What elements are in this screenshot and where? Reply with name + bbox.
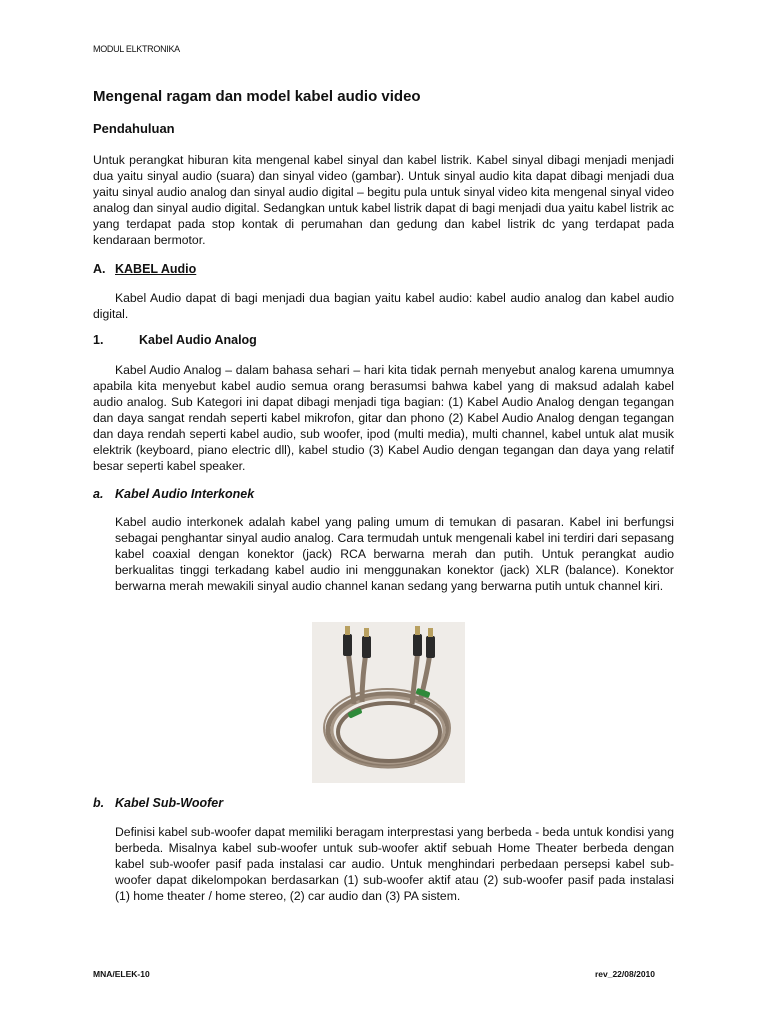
section-a-letter: A. bbox=[93, 262, 106, 276]
subsection-b-title: Kabel Sub-Woofer bbox=[115, 796, 224, 810]
section-a-heading bbox=[93, 262, 196, 276]
footer-code: MNA/ELEK-10 bbox=[93, 969, 150, 979]
document-title: Mengenal ragam dan model kabel audio video bbox=[93, 88, 421, 105]
intro-heading: Pendahuluan bbox=[93, 121, 175, 136]
section-a-paragraph: Kabel Audio dapat di bagi menjadi dua bagian yaitu kabel audio: kabel audio analog dan kabel audio digital. bbox=[93, 291, 674, 321]
subsection-b-heading bbox=[93, 796, 223, 810]
subsection-b-letter: b. bbox=[93, 796, 105, 810]
rca-cable-photo bbox=[312, 622, 465, 783]
section-1-paragraph: Kabel Audio Analog – dalam bahasa sehari – hari kita tidak pernah menyebut analog karena umumnya apabila kita menyebut kabel audio semua orang berasumsi bahwa kabel yang di maksud adalah kabel audio analog. Sub Kategori ini dapat dibagi menjadi tiga bagian: (1) Kabel Audio Analog dengan tegangan dan daya sangat rendah seperti kabel mikrofon, gitar dan phono (2) Kabel Audio Analog dengan tegangan dan daya rendah seperti kabel audio, sub woofer, ipod (multi media), multi channel, kabel untuk alat musik elektrik (keyboard, piano electric dll), kabel studio (3) Kabel Audio dengan tegangan dan daya yang relatif besar seperti kabel speaker. bbox=[93, 363, 674, 473]
subsection-a-heading bbox=[93, 487, 254, 501]
section-a-title: KABEL Audio bbox=[115, 262, 197, 276]
rca-cable-icon bbox=[312, 622, 465, 783]
section-1-title: Kabel Audio Analog bbox=[139, 333, 257, 347]
footer-revision: rev_22/08/2010 bbox=[594, 969, 655, 979]
intro-paragraph: Untuk perangkat hiburan kita mengenal kabel sinyal dan kabel listrik. Kabel sinyal dibagi menjadi menjadi dua yaitu sinyal audio (suara) dan sinyal video (gambar). Untuk sinyal audio kita dapat dibagi menjadi dua yaitu sinyal audio analog dan sinyal audio digital – begitu pula untuk sinyal video kita mengenal sinyal video analog dan sinyal audio digital. Sedangkan untuk kabel listrik dapat di bagi menjadi dua yaitu kabel listrik ac yang terdapat pada stop kontak di perumahan dan gedung dan kabel listrik dc yang terdapat pada kendaraan bermotor. bbox=[93, 153, 674, 247]
subsection-b-paragraph: Definisi kabel sub-woofer dapat memiliki beragam interprestasi yang berbeda - beda untuk kondisi yang berbeda. Misalnya kabel sub-woofer untuk sub-woofer aktif sebuah Home Theater berbeda dengan kabel sub-woofer pasif pada instalasi car audio. Untuk menghindari perbedaan persepsi kabel sub-woofer dapat dikelompokan berdasarkan (1) sub-woofer aktif atau (2) sub-woofer pasif pada instalasi (1) home theater / home stereo, (2) car audio dan (3) PA sistem. bbox=[115, 825, 674, 903]
section-1-number: 1. bbox=[93, 333, 104, 347]
header-label: MODUL ELKTRONIKA bbox=[93, 44, 180, 54]
subsection-a-letter: a. bbox=[93, 487, 104, 501]
subsection-a-paragraph: Kabel audio interkonek adalah kabel yang paling umum di temukan di pasaran. Kabel ini berfungsi sebagai penghantar sinyal audio analog. Cara termudah untuk mengenali kabel ini terdiri dari sepasang kabel coaxial dengan konektor (jack) RCA berwarna merah dan putih. Untuk perangkat audio berkualitas tinggi terkadang kabel audio ini menggunakan konektor (jack) XLR (balance). Konektor berwarna merah mewakili sinyal audio channel kanan sedang yang berwarna putih untuk channel kiri. bbox=[115, 515, 674, 593]
section-1-heading bbox=[93, 333, 257, 347]
subsection-a-title: Kabel Audio Interkonek bbox=[115, 487, 255, 501]
